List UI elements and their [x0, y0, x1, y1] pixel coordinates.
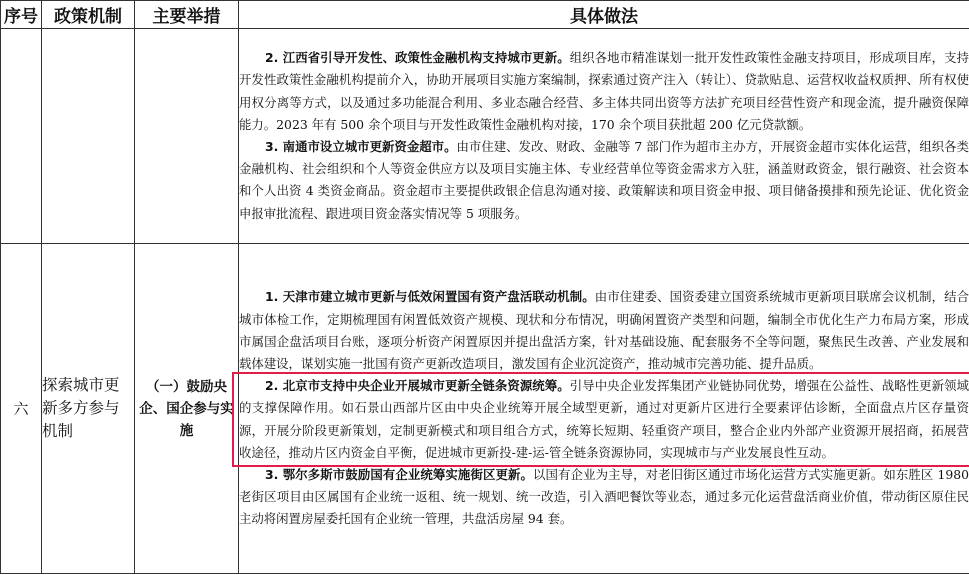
practice-item: [239, 136, 969, 225]
practice-item-text: 组织各地市精准谋划一批开发性政策性金融支持项目，形成项目库，支持开发性政策性金融机构提前介入，协助开展项目实施方案编制，探索通过资产注入（转让）、贷款贴息、运营权收益权质押、所有权使用权分离等方式，以及通过多功能混合利用、多业态融合经营、多主体共同出资等方法扩充项目经营性资产和现金流，提升融资保障能力。2023 年有 500 余个项目与开发性政策性金融机构对接，170 余个项目获批超 200 亿元贷款额。: [239, 50, 969, 132]
header-practice: 具体做法: [239, 1, 969, 29]
practice-item-text: 由市住建委、国资委建立国资系统城市更新项目联席会议机制，结合城市体检工作，定期梳理国有闲置低效资产规模、现状和分布情况，明确闲置资产类型和问题，编制全市优化生产力布局方案，形成市属国企盘活项目台账，逐项分析资产闲置原因并提出盘活方案，针对基础设施、配套服务不全等问题，聚焦民生改善、产业发展和载体建设，谋划实施一批国有资产更新改造项目，激发国有企业沉淀资产，推动城市完善功能、提升品质。: [239, 289, 969, 371]
header-measure: 主要举措: [135, 1, 239, 29]
practice-item-title: 2. 北京市支持中央企业开展城市更新全链条资源统筹。: [265, 378, 570, 394]
row-measure: [135, 29, 239, 244]
practice-cell: [239, 244, 969, 574]
practice-item: [239, 47, 969, 136]
practice-item-title: 1. 天津市建立城市更新与低效闲置国有资产盘活联动机制。: [265, 289, 595, 305]
header-mechanism: 政策机制: [42, 1, 135, 29]
header-number: 序号: [1, 1, 42, 29]
practice-item-title: 3. 鄂尔多斯市鼓励国有企业统筹实施街区更新。: [265, 467, 534, 482]
practice-cell: [239, 29, 969, 244]
practice-item-text: 由市住建、发改、财政、金融等 7 部门作为超市主办方，开展资金超市实体化运营，组织各类金融机构、社会组织和个人等资金供应方以及项目实施主体、专业经营单位等资金需求方入驻，涵盖财政资金，银行融资、社会资本和个人出资 4 类资金商品。资金超市主要提供政银企信息沟通对接、政策解读和项目资金申报、项目储备摸排和预先论证、优化资金申报审批流程、跟进项目资金落实情况等 5 项服务。: [239, 139, 969, 221]
row-measure: （一）鼓励央企、国企参与实施: [135, 244, 239, 574]
practice-item: [239, 464, 969, 531]
practice-item-title: 2. 江西省引导开发性、政策性金融机构支持城市更新。: [265, 50, 570, 66]
table-header-row: [1, 1, 969, 29]
row-mechanism: 探索城市更新多方参与机制: [42, 244, 135, 574]
row-mechanism: [42, 29, 135, 244]
row-number: 六: [1, 244, 42, 574]
highlighted-practice-item: [235, 375, 969, 464]
table-row: [1, 29, 969, 244]
practice-item-text: 以国有企业为主导，对老旧街区通过市场化运营方式实施更新。如东胜区 1980 老街区项目由区属国有企业统一返租、统一规划、统一改造，引入酒吧餐饮等业态，通过多元化运营盘活商业价值，带动街区原住民主动将闲置房屋委托国有企业统一管理，共盘活房屋 94 套。: [239, 467, 969, 527]
practice-item-text: 引导中央企业发挥集团产业链协同优势，增强在公益性、战略性更新领域的支撑保障作用。如石景山西部片区由中央企业统筹开展全域型更新，通过对更新片区进行全要素评估诊断，全面盘点片区存量资源，开展分阶段更新策划，定制更新模式和项目组合方式，统筹长短期、轻重资产项目，整合企业内外部产业资源开展招商，拓展营收途径，推动片区内资金自平衡，促进城市更新投-建-运-管全链条资源协同，实现城市与产业发展良性互动。: [239, 378, 969, 460]
practice-item-title: 3. 南通市设立城市更新资金超市。: [265, 139, 457, 154]
row-number: [1, 29, 42, 244]
practice-item: [239, 286, 969, 375]
table-row: [1, 244, 969, 574]
